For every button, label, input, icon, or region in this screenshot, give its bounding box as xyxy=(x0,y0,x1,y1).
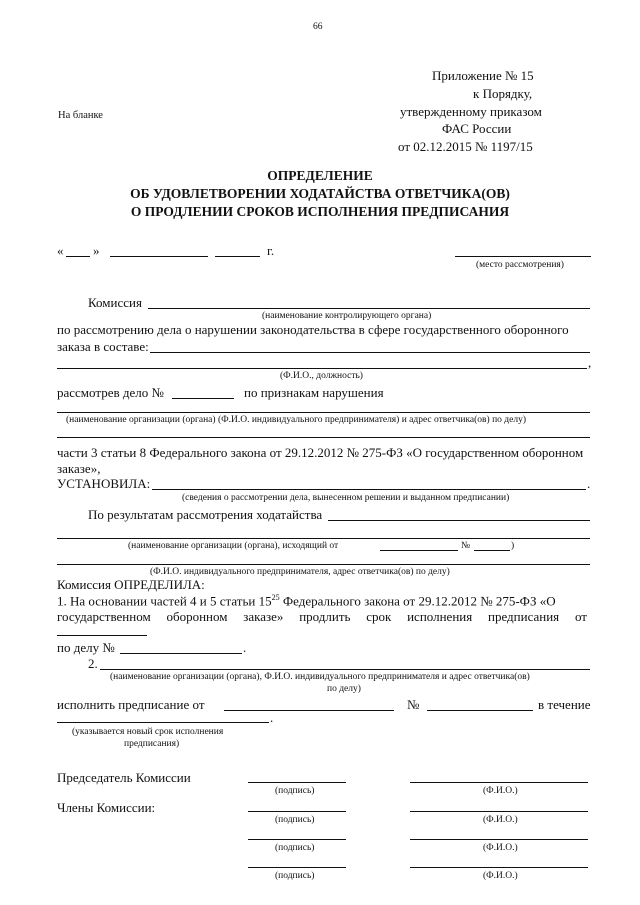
fio-field[interactable] xyxy=(410,839,588,840)
petition-caption-close: ) xyxy=(511,541,515,551)
composition-field-2[interactable] xyxy=(57,368,587,369)
signature-caption: (подпись) xyxy=(275,786,315,796)
prescription-date-field[interactable] xyxy=(57,635,147,636)
signature-field[interactable] xyxy=(248,839,346,840)
document-title: ОБ УДОВЛЕТВОРЕНИИ ХОДАТАЙСТВА ОТВЕТЧИКА(ОВ) xyxy=(130,186,510,201)
fio-position-caption: (Ф.И.О., должность) xyxy=(280,371,363,381)
commission-text: заказа в составе: xyxy=(57,339,149,354)
date-day-field[interactable] xyxy=(66,256,90,257)
decision-point-1 xyxy=(57,593,556,609)
period: . xyxy=(587,476,591,491)
commission-label: Комиссия xyxy=(88,295,142,310)
letterhead-note: На бланке xyxy=(58,110,103,121)
respondent-field-2[interactable] xyxy=(57,437,590,438)
petition-caption: (наименование организации (органа), исходящий от xyxy=(128,541,339,551)
decision-case-number-field[interactable] xyxy=(120,653,242,654)
decision-point-1-line-2 xyxy=(57,609,587,625)
fio-caption: (Ф.И.О.) xyxy=(483,786,518,796)
petition-number-field[interactable] xyxy=(474,550,510,551)
date-quote-close: » xyxy=(93,243,100,258)
signature-field[interactable] xyxy=(248,782,346,783)
date-year-field[interactable] xyxy=(215,256,260,257)
place-field[interactable] xyxy=(455,256,591,257)
appendix-line: от 02.12.2015 № 1197/15 xyxy=(398,139,533,154)
decision-word: государственном xyxy=(57,609,151,624)
fio-field[interactable] xyxy=(410,782,588,783)
case-number-field[interactable] xyxy=(172,398,234,399)
petition-field-3[interactable] xyxy=(57,564,590,565)
petition-date-field[interactable] xyxy=(380,550,458,551)
decision-text: 1. На основании частей 4 и 5 статьи 15 xyxy=(57,593,272,609)
law-reference: заказе», xyxy=(57,461,101,476)
date-year-suffix: г. xyxy=(267,243,275,258)
date-month-field[interactable] xyxy=(110,256,208,257)
appendix-line: ФАС России xyxy=(442,121,512,136)
appendix-line: утвержденному приказом xyxy=(400,104,542,119)
execute-date-field[interactable] xyxy=(224,710,394,711)
decision-superscript: 25 xyxy=(271,593,280,602)
comma: , xyxy=(588,355,592,370)
commission-text: по рассмотрению дела о нарушении законодательства в сфере государственного оборонного xyxy=(57,322,569,337)
point-2-caption: по делу) xyxy=(327,684,361,694)
point-2-caption: (наименование организации (органа), Ф.И.О. индивидуального предпринимателя и адрес ответчика(ов) xyxy=(110,672,530,682)
decision-point-2: 2. xyxy=(88,656,98,671)
decision-word: продлить xyxy=(299,609,351,624)
decision-word: предписания xyxy=(487,609,560,624)
signature-caption: (подпись) xyxy=(275,871,315,881)
new-term-caption: предписания) xyxy=(124,739,180,749)
decision-text: Федерального закона от 29.12.2012 № 275-ФЗ «О xyxy=(282,593,556,609)
document-title: О ПРОДЛЕНИИ СРОКОВ ИСПОЛНЕНИЯ ПРЕДПИСАНИЯ xyxy=(130,204,510,219)
decision-word: заказе» xyxy=(243,609,284,624)
decision-word: исполнения xyxy=(407,609,473,624)
established-label: УСТАНОВИЛА: xyxy=(57,476,151,491)
petition-caption-2: (Ф.И.О. индивидуального предпринимателя, адрес ответчика(ов) по делу) xyxy=(150,567,450,577)
fio-caption: (Ф.И.О.) xyxy=(483,843,518,853)
signature-field[interactable] xyxy=(248,811,346,812)
period: . xyxy=(270,710,274,725)
considered-case-label: рассмотрев дело № xyxy=(57,385,164,400)
fio-caption: (Ф.И.О.) xyxy=(483,871,518,881)
signature-field[interactable] xyxy=(248,867,346,868)
composition-field[interactable] xyxy=(150,352,590,353)
violation-signs-label: по признакам нарушения xyxy=(244,385,384,400)
decision-word: срок xyxy=(366,609,392,624)
signature-caption: (подпись) xyxy=(275,815,315,825)
appendix-line: к Порядку, xyxy=(473,86,533,101)
within-label: в течение xyxy=(538,697,591,712)
execute-label: исполнить предписание от xyxy=(57,697,205,712)
chairman-label: Председатель Комиссии xyxy=(57,770,191,785)
decision-header: Комиссия ОПРЕДЕЛИЛА: xyxy=(57,577,205,592)
new-term-field[interactable] xyxy=(57,722,269,723)
period: . xyxy=(243,640,247,655)
signature-caption: (подпись) xyxy=(275,843,315,853)
place-caption: (место рассмотрения) xyxy=(476,260,564,270)
established-caption: (сведения о рассмотрении дела, вынесенном решении и выданном предписании) xyxy=(182,493,510,503)
respondent-field[interactable] xyxy=(57,412,590,413)
law-reference: части 3 статьи 8 Федерального закона от 29.12.2012 № 275-ФЗ «О государственном оборонном xyxy=(57,445,584,460)
case-number-label: по делу № xyxy=(57,640,115,655)
fio-field[interactable] xyxy=(410,867,588,868)
date-quote-open: « xyxy=(57,243,64,258)
petition-no-label: № xyxy=(461,541,471,551)
appendix-line: Приложение № 15 xyxy=(432,68,534,83)
fio-field[interactable] xyxy=(410,811,588,812)
fio-caption: (Ф.И.О.) xyxy=(483,815,518,825)
established-field[interactable] xyxy=(152,489,586,490)
petition-label: По результатам рассмотрения ходатайства xyxy=(88,507,323,522)
decision-word: оборонном xyxy=(166,609,228,624)
petition-field[interactable] xyxy=(328,520,590,521)
execute-no-label: № xyxy=(407,697,420,712)
decision-word: от xyxy=(574,609,587,624)
members-label: Члены Комиссии: xyxy=(57,800,156,815)
execute-number-field[interactable] xyxy=(427,710,533,711)
point-2-field[interactable] xyxy=(100,669,590,670)
respondent-caption: (наименование организации (органа) (Ф.И.О. индивидуального предпринимателя) и адрес ответчика(ов) по делу) xyxy=(66,415,526,425)
petition-field-2[interactable] xyxy=(57,538,590,539)
document-title: ОПРЕДЕЛЕНИЕ xyxy=(267,168,373,183)
control-body-caption: (наименование контролирующего органа) xyxy=(262,311,432,321)
page-number: 66 xyxy=(313,22,323,32)
new-term-caption: (указывается новый срок исполнения xyxy=(72,727,224,737)
control-body-field[interactable] xyxy=(148,308,590,309)
